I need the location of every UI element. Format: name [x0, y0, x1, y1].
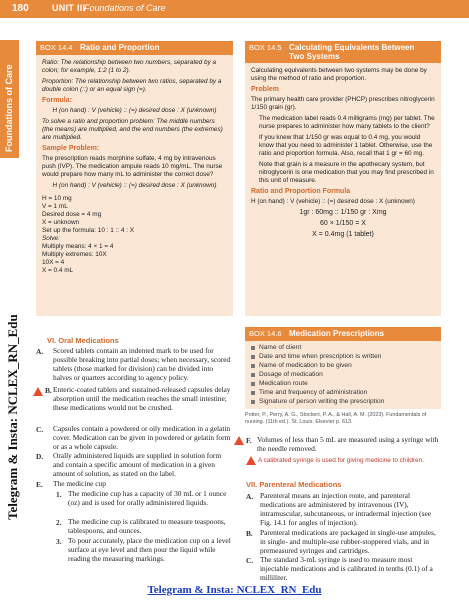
box-source: Potter, P., Perry, A. G., Stockert, P. A., & Hall, A. M. (2023). Fundamentals of nursing. (11th ed.). St. Louis: Elsevier p. 613. [245, 412, 427, 425]
chapter-title: Foundations of Care [84, 3, 166, 13]
box-body [245, 63, 441, 246]
box-number: BOX 14.4 [40, 43, 73, 52]
list-number: 3. [56, 537, 62, 546]
list-letter: F. [246, 436, 252, 445]
oral-item-e2: The medicine cup is calibrated to measure teaspoons, tablespoons, and ounces. [68, 517, 226, 535]
oral-item-f: Volumes of less than 5 mL are measured using a syringe with the needle removed. [257, 435, 439, 453]
value-line: Desired dose = 4 mg [42, 211, 102, 218]
formula-repeat: H (on hand) : V (vehicle) :: (=) desired dose : X (unknown) [52, 182, 217, 189]
list-letter: B. [45, 386, 52, 395]
box-header [245, 41, 441, 63]
problem-heading: Problem [251, 86, 280, 93]
value-line: Multiply extremes: 10X [42, 251, 107, 258]
oral-item-e: The medicine cup [53, 479, 106, 488]
warning-icon [33, 387, 43, 396]
value-line: Multiply means: 4 × 1 = 4 [42, 243, 114, 250]
list-letter: D. [36, 452, 44, 461]
value-line: V = 1 mL [42, 203, 68, 210]
list-letter: E. [36, 480, 43, 489]
value-line: X = unknown [42, 219, 80, 226]
list-number: 2. [56, 518, 62, 527]
bullet [251, 346, 255, 350]
prescription-item: Time and frequency of administration [259, 389, 368, 396]
value-line: 10X = 4 [42, 259, 65, 266]
box-title: Medication Prescriptions [289, 329, 385, 338]
side-tab [0, 40, 19, 158]
bullet [251, 355, 255, 359]
bullet [251, 373, 255, 377]
intro-text: Calculating equivalents between two systems may be done by using the method of ratio and proportion. [251, 67, 427, 82]
value-list [42, 195, 227, 275]
box-body [36, 55, 233, 279]
equation-3: X = 0.4mg (1 tablet) [312, 231, 374, 238]
oral-item-a: Scored tablets contain an indented mark to be used for possible breaking into partial doses; when necessary, scored tablets (those marked for division) can be divided into halves or quarters according to agency policy. [53, 346, 231, 382]
bullet [251, 400, 255, 404]
box-number: BOX 14.5 [249, 43, 282, 52]
list-letter: A. [36, 347, 44, 356]
prescription-item: Medication route [259, 380, 308, 387]
formula-heading: Formula: [42, 97, 72, 104]
section-vi-heading: VI. Oral Medications [47, 336, 119, 345]
warning-text: A calibrated syringe is used for giving medicine to children. [258, 457, 424, 464]
warning-icon [246, 456, 256, 465]
warning-icon [234, 436, 244, 445]
box-title: Ratio and Proportion [80, 43, 160, 52]
value-line: Solve: [42, 235, 60, 242]
side-tab-label: Foundations of Care [4, 64, 14, 152]
problem-paragraph: Note that grain is a measure in the apothecary system, but nitroglycerin is one medication that you may find prescribed in this unit of measure. [259, 161, 434, 184]
parenteral-item-c: The standard 3-mL syringe is used to measure most injectable medications and is calibrated in tenths (0.1) of a milliliter. [260, 555, 433, 582]
parenteral-item-a: Parenteral means an injection route, and parenteral medications are administered by intravenous (IV), intramuscular, subcutaneous, or intradermal injection (see Fig. 14.1 for angles of injection). [260, 491, 432, 527]
page-header [0, 0, 469, 18]
watermark-side: Telegram & Insta: NCLEX_RN_Edu [5, 314, 20, 520]
box-number: BOX 14.6 [249, 329, 282, 338]
box-title: Calculating Equivalents Between Two Systems [289, 43, 415, 61]
formula: H (on hand) : V (vehicle) :: (=) desired dose : X (unknown) [251, 198, 415, 205]
bullet [251, 391, 255, 395]
value-line: X = 0.4 mL [42, 267, 74, 274]
problem-paragraph: The medication label reads 0.4 milligrams (mg) per tablet. The nurse prepares to administer how many tablets to the client? [259, 115, 435, 130]
oral-item-c: Capsules contain a powdered or oily medication in a gelatin cover. Medication can be given in powdered or gelatin form or as a whole capsule. [53, 424, 231, 451]
equation-1: 1gr : 60mg :: 1/150 gr : Xmg [299, 209, 387, 216]
ratio-definition: Ratio: The relationship between two numbers, separated by a colon; for example, 1:2 (1 to 2). [42, 59, 217, 74]
equation-2: 60 × 1/150 = X [320, 220, 366, 227]
page-number: 180 [12, 3, 29, 14]
formula: H (on hand) : V (vehicle) :: (=) desired dose : X (unknown) [52, 107, 217, 114]
box-header [36, 41, 233, 55]
prescription-item: Dosage of medication [259, 371, 323, 378]
value-line: Set up the formula: 10 : 1 :: 4 : X [42, 227, 135, 234]
list-letter: B. [246, 529, 253, 538]
value-line: H = 10 mg [42, 195, 72, 202]
problem-paragraph: If you knew that 1/150 gr was equal to 0.4 mg, you would know that you need to administer 1 tablet. Otherwise, use the ratio and proportion formula. Also, recall that 1 gr = 60 mg. [259, 134, 433, 157]
solve-text: To solve a ratio and proportion problem: The middle numbers (the means) are multiplied, and the end numbers (the extremes) are multiplied. [42, 118, 223, 141]
unit-label: UNIT III [52, 3, 86, 13]
bullet [251, 364, 255, 368]
list-letter: A. [246, 492, 254, 501]
sample-heading: Sample Problem: [42, 145, 100, 152]
list-number: 1. [56, 490, 62, 499]
box-14-4 [36, 41, 233, 316]
problem-paragraph: The primary health care provider (PHCP) prescribes nitroglycerin 1/150 grain (gr). [251, 96, 435, 111]
box-14-5 [245, 41, 441, 316]
oral-item-d: Orally administered liquids are supplied in solution form and contain a specific amount of medication in a given amount of solution, as stated on the label. [53, 451, 222, 478]
formula-heading: Ratio and Proportion Formula [251, 188, 351, 195]
parenteral-item-b: Parenteral medications are packaged in single-use ampules, in single- and multiple-use rubber-stoppered vials, and in premeasured syringes and cartridges. [260, 528, 436, 555]
prescription-item: Name of client [259, 344, 302, 351]
oral-item-e1: The medicine cup has a capacity of 30 mL or 1 ounce (oz) and is used for orally administered liquids. [68, 489, 227, 507]
oral-item-e3: To pour accurately, place the medication cup on a level surface at eye level and then pour the liquid while reading the measuring markings. [68, 536, 231, 563]
prescription-item: Name of medication to be given [259, 362, 352, 369]
bullet [251, 382, 255, 386]
list-letter: C. [36, 425, 44, 434]
prescription-item: Date and time when prescription is written [259, 353, 382, 360]
section-vii-heading: VII. Parenteral Medications [246, 480, 342, 489]
box-header [245, 327, 441, 341]
list-letter: C. [246, 556, 254, 565]
watermark-bottom: Telegram & Insta: NCLEX_RN_Edu [147, 584, 322, 596]
sample-text: The prescription reads morphine sulfate, 4 mg by intravenous push (IVP). The medication ampule reads 10 mg/mL. The nurse would prepare how many mL to administer the correct dose? [42, 155, 223, 178]
oral-item-b: Enteric-coated tablets and sustained-released capsules delay absorption until the medication reaches the small intestine; these medications would not be crushed. [53, 385, 231, 412]
prescription-item: Signature of person writing the prescription [259, 398, 385, 405]
proportion-definition: Proportion: The relationship between two ratios, separated by a double colon (::) or an equal sign (=). [42, 78, 222, 93]
